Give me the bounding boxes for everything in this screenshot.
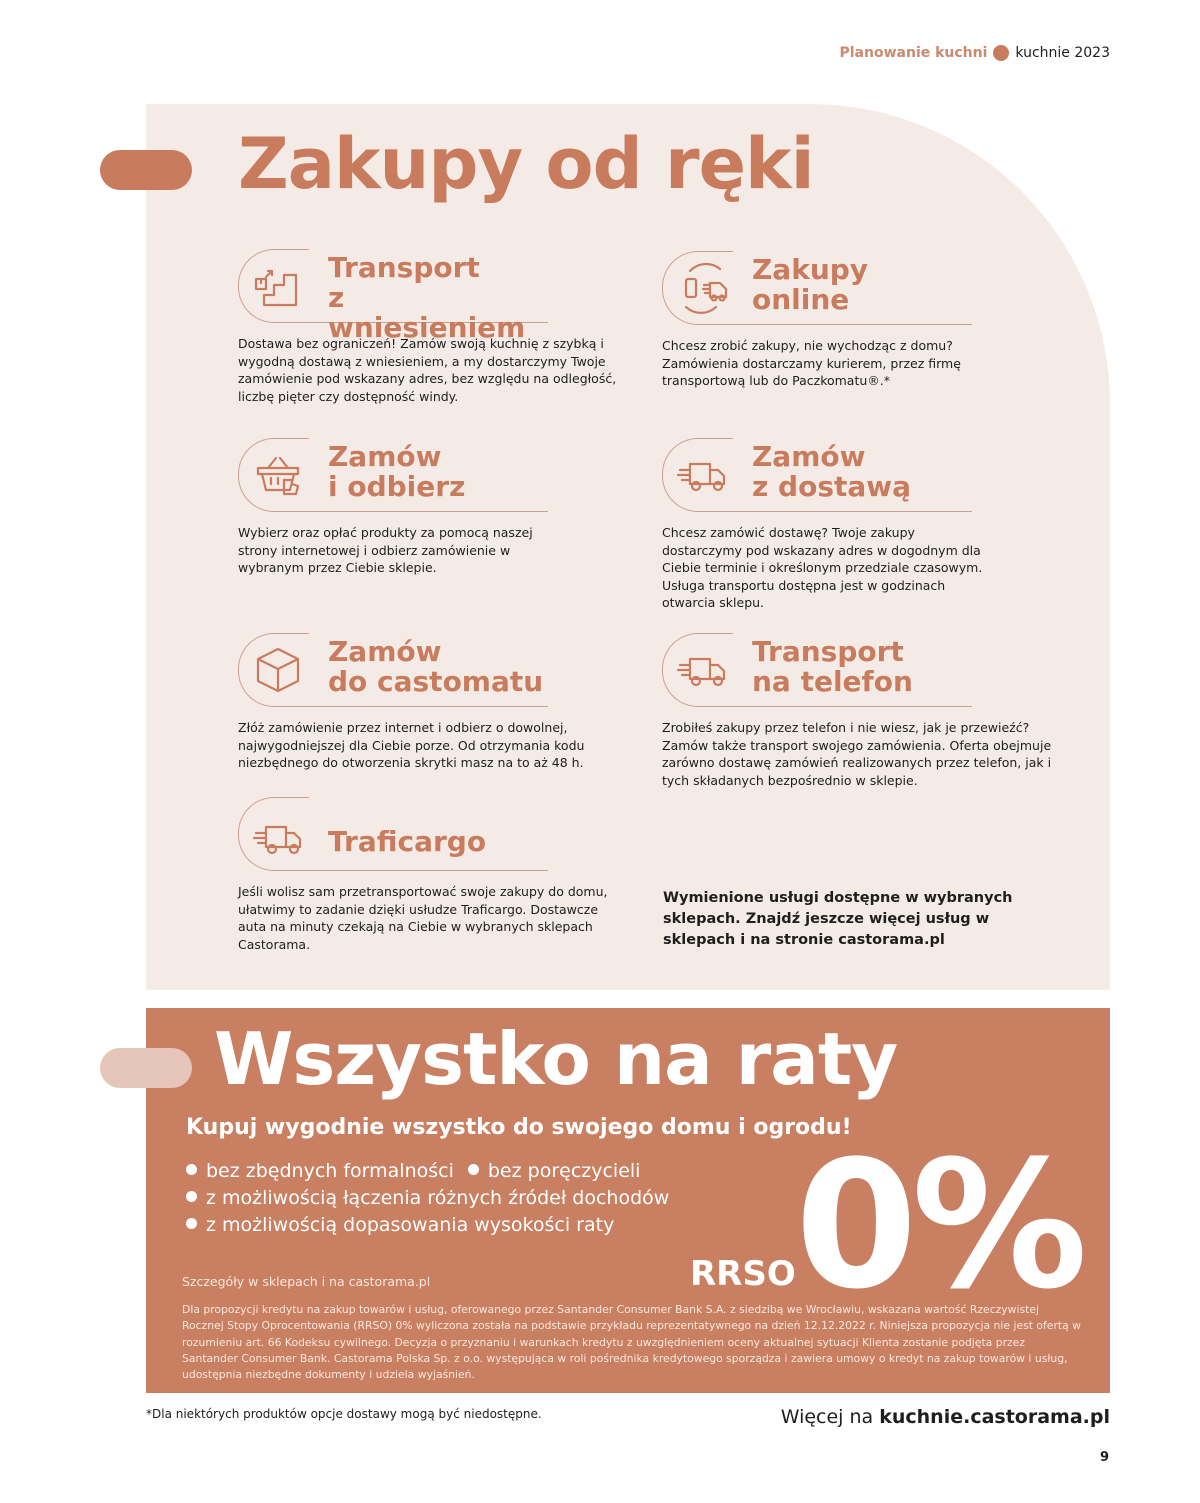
rrso-value: 0% xyxy=(795,1123,1082,1328)
service-card-zakupy-online xyxy=(662,251,972,390)
card-underline xyxy=(274,706,548,707)
service-description: Jeśli wolisz sam przetransportować swoje zakupy do domu, ułatwimy to zadanie dzięki usłudze Traficargo. Dostawcze auta na minuty czekają na Ciebie w wybranych sklepach Castorama. xyxy=(238,884,608,952)
card-underline xyxy=(698,324,972,325)
service-title-line1: Zamów xyxy=(328,635,442,668)
section-title: Zakupy od ręki xyxy=(238,123,814,205)
service-card-zamow-dostawa xyxy=(662,438,983,612)
benefit-item: bez poręczycieli xyxy=(487,1160,641,1182)
service-title-line1: Zakupy xyxy=(752,253,869,286)
service-description: Dostawa bez ograniczeń! Zamów swoją kuchnię z szybką i wygodną dostawą z wniesieniem, a my dostarczymy Twoje zamówienie pod wskazany adres, bez względu na odległość, liczbę pięter czy dostępność windy. xyxy=(238,336,617,404)
service-title-line1: Transport xyxy=(752,635,904,668)
service-description: Zrobiłeś zakupy przez telefon i nie wiesz, jak je przewieźć? Zamów także transport swojego zamówienia. Oferta obejmuje zarówno dostawę zamówień realizowanych przez telefon, jak i tych składanych bezpośrednio w sklepie. xyxy=(662,720,1052,788)
card-underline xyxy=(274,870,548,871)
service-card-castomat xyxy=(238,633,585,772)
phone-truck-cycle-icon xyxy=(676,263,730,313)
delivery-truck-icon xyxy=(252,813,306,863)
website-link[interactable]: kuchnie.castorama.pl xyxy=(879,1406,1110,1428)
service-title-line2: z wniesieniem xyxy=(328,281,526,344)
bullet-icon xyxy=(186,1164,197,1175)
installments-title: Wszystko na raty xyxy=(214,1017,898,1101)
basket-hand-icon xyxy=(252,450,306,500)
card-underline xyxy=(274,511,548,512)
more-info xyxy=(781,1406,1110,1428)
service-card-transport-wniesienie xyxy=(238,249,617,405)
details-text: Szczegóły w sklepach i na castorama.pl xyxy=(182,1274,431,1289)
section-label: Planowanie kuchni xyxy=(839,45,988,61)
catalog-label: kuchnie 2023 xyxy=(1015,45,1110,61)
legal-disclaimer: Dla propozycji kredytu na zakup towarów i usług, oferowanego przez Santander Consumer Bank S.A. z siedzibą we Wrocławiu, wskazana wartość Rzeczywistej Rocznej Stopy Oprocentowania (RRSO) 0% wyliczona została na podstawie przykładu reprezentatywnego na dzień 12.12.2022 r. Niniejsza propozycja nie jest ofertą w rozumieniu art. 66 Kodeksu cywilnego. Decyzja o przyznaniu i warunkach kredytu z uwzględnieniem oceny aktualnej sytuacji Klienta zostanie podjęta przez Santander Consumer Bank. Castorama Polska Sp. z o.o. występująca w roli pośrednika kredytowego sporządza i zawiera umowy o kredyt na zakup towarów i usług, udostępnia niezbędne dokumenty i udziela wyjaśnień. xyxy=(182,1303,1082,1382)
decorative-pill xyxy=(100,150,192,190)
service-title-line1: Zamów xyxy=(752,440,866,473)
box-icon xyxy=(252,645,306,695)
service-description: Wybierz oraz opłać produkty za pomocą naszej strony internetowej i odbierz zamówienie w wybranym przez Ciebie sklepie. xyxy=(238,525,533,575)
service-title-line1: Traficargo xyxy=(328,825,487,858)
page-number: 9 xyxy=(1099,1450,1109,1465)
service-title-line2: z dostawą xyxy=(752,470,912,503)
service-description: Złóż zamówienie przez internet i odbierz o dowolnej, najwygodniejszej dla Ciebie porze. Od otrzymania kodu niezbędnego do otworzenia skrytki masz na to aż 48 h. xyxy=(238,720,585,770)
card-underline xyxy=(698,706,972,707)
decorative-pill xyxy=(100,1048,192,1088)
bullet-icon xyxy=(186,1218,197,1229)
benefit-item: bez zbędnych formalności xyxy=(206,1160,454,1182)
bullet-icon xyxy=(186,1191,197,1202)
service-title-line2: do castomatu xyxy=(328,665,544,698)
services-availability-note: Wymienione usługi dostępne w wybranych sklepach. Znajdź jeszcze więcej usług w sklepach i na stronie castorama.pl xyxy=(663,890,1013,948)
delivery-truck-icon xyxy=(676,450,730,500)
service-description: Chcesz zrobić zakupy, nie wychodząc z domu? Zamówienia dostarczamy kurierem, przez firmę transportową lub do Paczkomatu®.* xyxy=(662,338,961,388)
service-title-line1: Transport xyxy=(328,251,480,284)
stairs-box-icon xyxy=(252,261,306,311)
card-underline xyxy=(698,511,972,512)
page-header xyxy=(840,45,1111,61)
footnote: *Dla niektórych produktów opcje dostawy mogą być niedostępne. xyxy=(146,1407,542,1421)
service-card-zamow-odbierz xyxy=(238,438,548,577)
service-title-line2: na telefon xyxy=(752,665,913,698)
more-prefix: Więcej na xyxy=(780,1406,874,1428)
rrso-label: RRSO xyxy=(690,1254,796,1294)
service-title-line2: online xyxy=(752,283,850,316)
service-card-traficargo xyxy=(238,797,608,953)
service-card-transport-telefon xyxy=(662,633,1052,789)
bullet-icon xyxy=(468,1164,479,1175)
delivery-truck-icon xyxy=(676,645,730,695)
benefit-item: z możliwością dopasowania wysokości raty xyxy=(206,1214,615,1236)
benefit-item: z możliwością łączenia różnych źródeł dochodów xyxy=(206,1187,670,1209)
service-title-line1: Zamów xyxy=(328,440,442,473)
installments-subtitle: Kupuj wygodnie wszystko do swojego domu i ogrodu! xyxy=(186,1115,852,1140)
header-dot-icon xyxy=(993,45,1009,61)
service-title-line2: i odbierz xyxy=(328,470,466,503)
service-description: Chcesz zamówić dostawę? Twoje zakupy dostarczymy pod wskazany adres w dogodnym dla Ciebie terminie i określonym przedziale czasowym. Usługa transportu dostępna jest w godzinach otwarcia sklepu. xyxy=(662,525,983,610)
benefits-list xyxy=(186,1158,669,1239)
